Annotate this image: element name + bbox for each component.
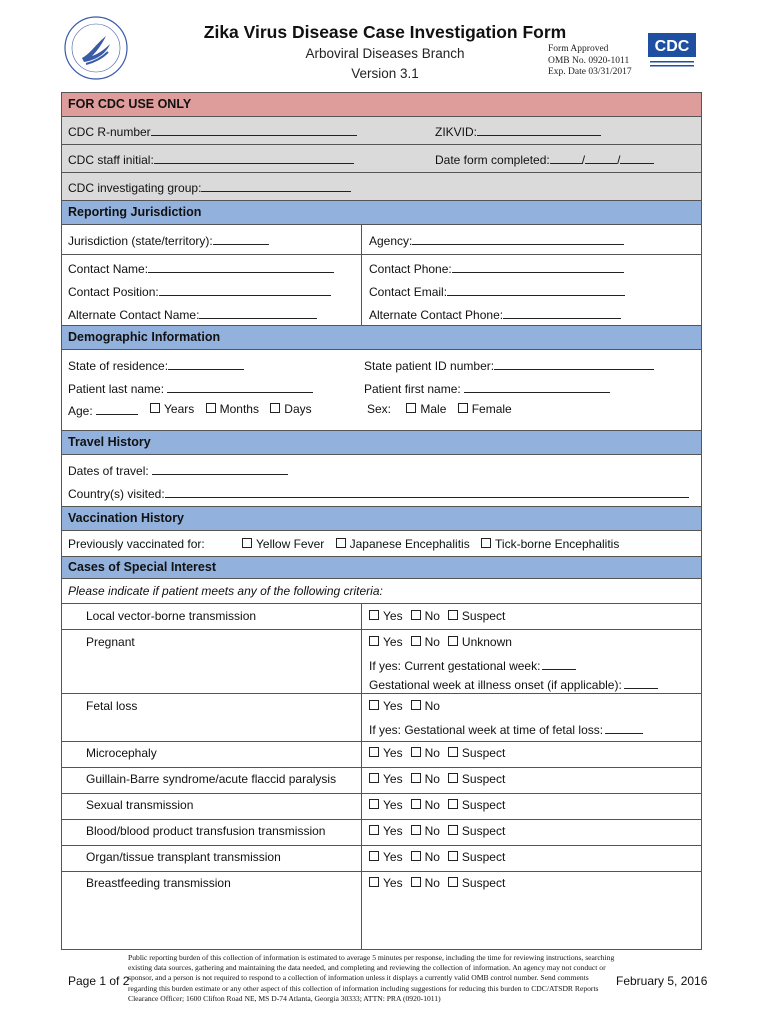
criteria-option-yes[interactable]: Yes	[369, 824, 403, 838]
contact-position-field[interactable]: Contact Position:	[68, 283, 331, 299]
agency-field[interactable]: Agency:	[369, 232, 624, 248]
checkbox-icon	[411, 610, 421, 620]
page-number: Page 1 of 2	[68, 974, 130, 988]
svg-text:CDC: CDC	[654, 38, 690, 55]
checkbox-icon	[448, 773, 458, 783]
criteria-option-no[interactable]: No	[411, 850, 440, 864]
checkbox-icon	[150, 403, 160, 413]
checkbox-icon	[448, 825, 458, 835]
criteria-option-suspect[interactable]: Suspect	[448, 798, 505, 812]
checkbox-icon	[242, 538, 252, 548]
last-name-field[interactable]: Patient last name:	[68, 380, 313, 396]
criteria-option-suspect[interactable]: Suspect	[448, 876, 505, 890]
criteria-label: Local vector-borne transmission	[86, 609, 257, 623]
checkbox-icon	[411, 825, 421, 835]
criteria-option-yes[interactable]: Yes	[369, 798, 403, 812]
age-field[interactable]: Age:	[68, 402, 138, 418]
criteria-label: Sexual transmission	[86, 798, 194, 812]
criteria-options	[369, 635, 520, 649]
checkbox-icon	[369, 610, 379, 620]
age-units	[150, 402, 320, 416]
checkbox-icon	[369, 700, 379, 710]
countries-visited-field[interactable]: Country(s) visited:	[68, 485, 689, 501]
criteria-option-yes[interactable]: Yes	[369, 609, 403, 623]
criteria-label: Blood/blood product transfusion transmission	[86, 824, 326, 838]
checkbox-icon	[448, 851, 458, 861]
checkbox-icon	[411, 773, 421, 783]
branch-name: Arboviral Diseases Branch	[305, 46, 465, 61]
checkbox-icon	[481, 538, 491, 548]
form-title: Zika Virus Disease Case Investigation Form	[203, 22, 567, 42]
checkbox-icon	[448, 636, 458, 646]
criteria-option-no[interactable]: No	[411, 746, 440, 760]
age-days-option[interactable]: Days	[270, 402, 311, 416]
checkbox-icon	[411, 799, 421, 809]
gestational-week-field[interactable]: If yes: Current gestational week:	[369, 657, 576, 673]
criteria-options	[369, 746, 513, 760]
age-months-option[interactable]: Months	[206, 402, 259, 416]
form-date: February 5, 2016	[616, 974, 708, 988]
criteria-options	[369, 876, 513, 890]
tick-borne-encephalitis-option[interactable]: Tick-borne Encephalitis	[481, 537, 619, 551]
investigating-group-field[interactable]: CDC investigating group:	[68, 179, 351, 195]
vaccinated-label: Previously vaccinated for:	[68, 537, 205, 551]
checkbox-icon	[411, 700, 421, 710]
criteria-options	[369, 609, 513, 623]
checkbox-icon	[369, 851, 379, 861]
criteria-options	[369, 772, 513, 786]
special-divider	[361, 603, 362, 949]
r-number-field[interactable]: CDC R-number	[68, 123, 357, 139]
alt-contact-phone-field[interactable]: Alternate Contact Phone:	[369, 306, 621, 322]
checkbox-icon	[448, 747, 458, 757]
checkbox-icon	[369, 877, 379, 887]
criteria-label: Organ/tissue transplant transmission	[86, 850, 281, 864]
special-instruction: Please indicate if patient meets any of the following criteria:	[68, 584, 383, 598]
checkbox-icon	[448, 799, 458, 809]
checkbox-icon	[336, 538, 346, 548]
special-top-rule	[62, 603, 701, 604]
gestational-week-field[interactable]: Gestational week at illness onset (if applicable):	[369, 676, 658, 692]
first-name-field[interactable]: Patient first name:	[364, 380, 610, 396]
checkbox-icon	[448, 877, 458, 887]
contact-phone-field[interactable]: Contact Phone:	[369, 260, 624, 276]
criteria-option-yes[interactable]: Yes	[369, 699, 403, 713]
age-years-option[interactable]: Years	[150, 402, 194, 416]
sex-male-option[interactable]: Male	[406, 402, 446, 416]
criteria-option-suspect[interactable]: Suspect	[448, 850, 505, 864]
criteria-option-no[interactable]: No	[411, 772, 440, 786]
criteria-label: Breastfeeding transmission	[86, 876, 231, 890]
gestational-week-field[interactable]: If yes: Gestational week at time of fetal loss:	[369, 721, 643, 737]
sex-field: Sex: Male Female	[367, 402, 512, 416]
sex-female-option[interactable]: Female	[458, 402, 512, 416]
travel-dates-field[interactable]: Dates of travel:	[68, 462, 288, 478]
checkbox-icon	[411, 851, 421, 861]
travel-header: Travel History	[62, 431, 701, 455]
yellow-fever-option[interactable]: Yellow Fever	[242, 537, 324, 551]
criteria-label: Microcephaly	[86, 746, 157, 760]
row-rule	[62, 871, 701, 872]
criteria-option-suspect[interactable]: Suspect	[448, 609, 505, 623]
demographic-header: Demographic Information	[62, 326, 701, 350]
checkbox-icon	[411, 877, 421, 887]
burden-statement: Public reporting burden of this collection of information is estimated to average 5 minutes per response, including the time for reviewing instructions, searching existing data sources, gathering and maintaining the data needed, and completing and reviewing the collection of information. An agency may not conduct or sponsor, and a person is not required to respond to a collection of information unless it displays a currently valid OMB control number. Send comments regarding this burden estimate or any other aspect of this collection of information including suggestions for reducing this burden to CDC/ATSDR Reports Clearance Officer; 1600 Clifton Road NE, MS D-74 Atlanta, Georgia 30333; ATTN: PRA (0920-1011)	[128, 953, 615, 1003]
state-residence-field[interactable]: State of residence:	[68, 357, 244, 373]
criteria-option-yes[interactable]: Yes	[369, 850, 403, 864]
checkbox-icon	[206, 403, 216, 413]
special-header: Cases of Special Interest	[62, 557, 701, 579]
row-rule	[62, 845, 701, 846]
staff-initial-field[interactable]: CDC staff initial:	[68, 151, 354, 167]
cdc-use-header: FOR CDC USE ONLY	[62, 93, 701, 117]
state-id-field[interactable]: State patient ID number:	[364, 357, 654, 373]
row-rule	[62, 741, 701, 742]
checkbox-icon	[448, 610, 458, 620]
contact-email-field[interactable]: Contact Email:	[369, 283, 625, 299]
checkbox-icon	[369, 799, 379, 809]
criteria-option-suspect[interactable]: Suspect	[448, 772, 505, 786]
row-rule	[62, 819, 701, 820]
omb-approval: Form Approved OMB No. 0920-1011 Exp. Date 03/31/2017	[548, 44, 632, 77]
checkbox-icon	[369, 636, 379, 646]
contact-name-field[interactable]: Contact Name:	[68, 260, 334, 276]
criteria-option-suspect[interactable]: Suspect	[448, 824, 505, 838]
criteria-label: Guillain-Barre syndrome/acute flaccid paralysis	[86, 772, 337, 786]
jurisdiction-rule	[62, 254, 701, 255]
checkbox-icon	[406, 403, 416, 413]
row-rule	[62, 629, 701, 630]
date-completed-field[interactable]: Date form completed: / /	[435, 151, 654, 167]
criteria-option-yes[interactable]: Yes	[369, 772, 403, 786]
criteria-option-unknown[interactable]: Unknown	[448, 635, 512, 649]
criteria-option-no[interactable]: No	[411, 635, 440, 649]
criteria-options	[369, 824, 513, 838]
criteria-label: Fetal loss	[86, 699, 138, 713]
checkbox-icon	[458, 403, 468, 413]
form-version: Version 3.1	[351, 66, 419, 81]
checkbox-icon	[369, 825, 379, 835]
row-rule	[62, 693, 701, 694]
jurisdiction-field[interactable]: Jurisdiction (state/territory):	[68, 232, 269, 248]
criteria-options	[369, 850, 513, 864]
checkbox-icon	[411, 747, 421, 757]
checkbox-icon	[270, 403, 280, 413]
japanese-encephalitis-option[interactable]: Japanese Encephalitis	[336, 537, 470, 551]
criteria-option-no[interactable]: No	[411, 798, 440, 812]
criteria-option-yes[interactable]: Yes	[369, 746, 403, 760]
criteria-option-no[interactable]: No	[411, 824, 440, 838]
vaccination-options	[242, 537, 627, 551]
zikvid-field[interactable]: ZIKVID:	[435, 123, 601, 139]
jurisdiction-header: Reporting Jurisdiction	[62, 201, 701, 225]
criteria-option-no[interactable]: No	[411, 699, 440, 713]
criteria-options	[369, 798, 513, 812]
criteria-option-yes[interactable]: Yes	[369, 876, 403, 890]
checkbox-icon	[411, 636, 421, 646]
cdc-logo	[648, 33, 696, 69]
criteria-option-no[interactable]: No	[411, 609, 440, 623]
alt-contact-name-field[interactable]: Alternate Contact Name:	[68, 306, 317, 322]
criteria-option-yes[interactable]: Yes	[369, 635, 403, 649]
criteria-option-no[interactable]: No	[411, 876, 440, 890]
criteria-label: Pregnant	[86, 635, 135, 649]
checkbox-icon	[369, 747, 379, 757]
criteria-options	[369, 699, 448, 713]
row-rule	[62, 767, 701, 768]
vaccination-header: Vaccination History	[62, 507, 701, 531]
criteria-option-suspect[interactable]: Suspect	[448, 746, 505, 760]
jurisdiction-divider	[361, 225, 362, 325]
row-rule	[62, 793, 701, 794]
checkbox-icon	[369, 773, 379, 783]
